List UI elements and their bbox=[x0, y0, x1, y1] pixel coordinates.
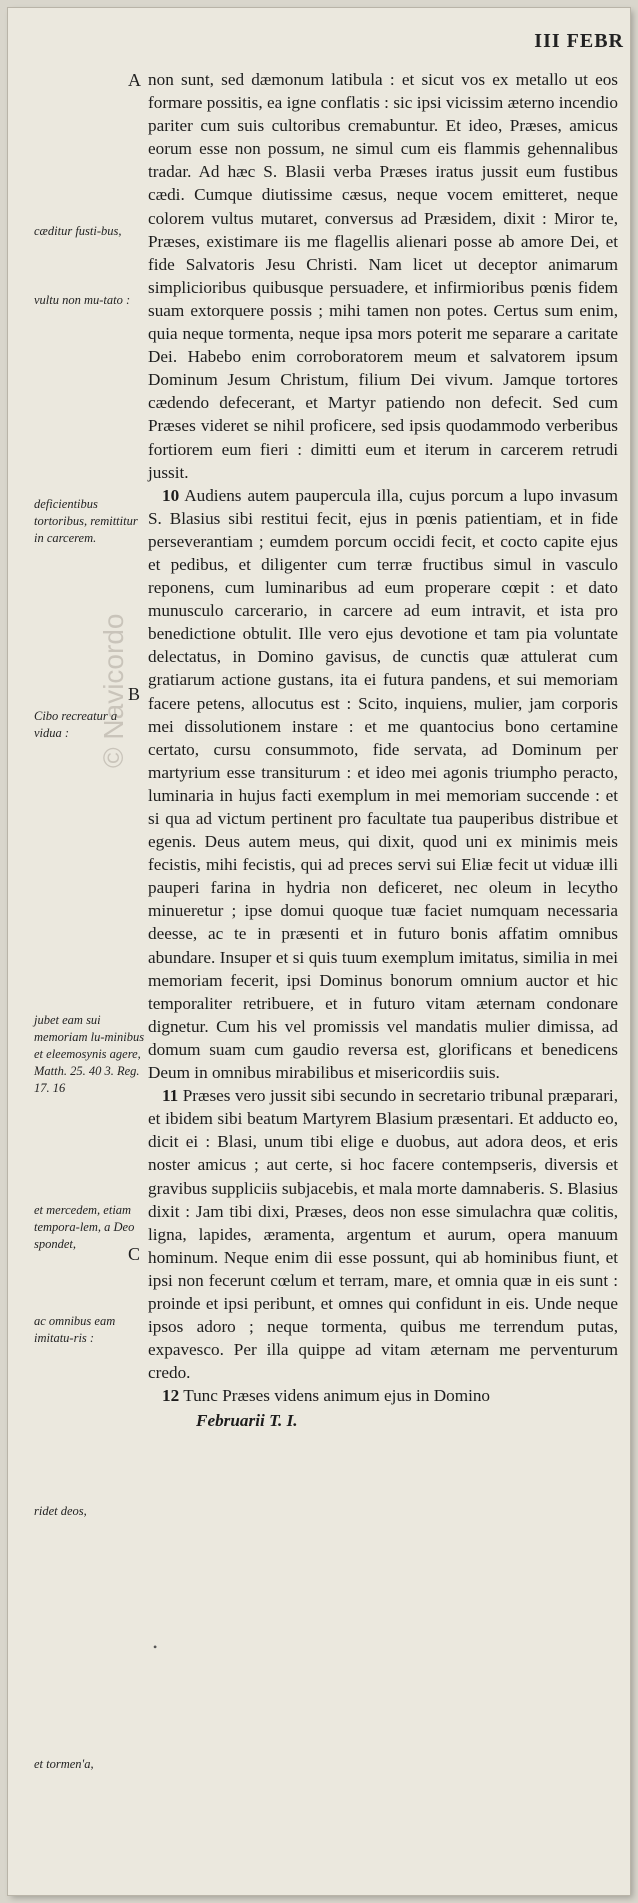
paragraph-2 bbox=[148, 484, 618, 1084]
paragraph-4-text: Tunc Præses videns animum ejus in Domino bbox=[183, 1386, 491, 1406]
paragraph-number-11: 11 bbox=[162, 1086, 179, 1106]
paragraph-3-text: Præses vero jussit sibi secundo in secretario tribunal præparari, et ibidem sibi beatum Martyrem Blasium præsentari. Et adducto eo, dicit ei : Blasi, unum tibi elige e duobus, aut adora deos, et eris noster amicus ; aut certe, si hoc facere contempseris, diversis et gravibus suppliciis subjacebis, et mala morte damnaberis. S. Blasius dixit : Jam tibi dixi, Præses, deos non esse simulachra quæ colitis, ligna, lapides, æramenta, argentum et aurum, opera manuum hominum. Neque enim dii esse possunt, qui ab hominibus fiunt, et ipsi non fecerunt cœlum et terram, mare, et omnia quæ in eis sunt : proinde et ipsi peribunt, et omnes qui confidunt in eis. Unde neque ipsos adoro ; neque tormenta, quibus me terrendum putas, expavesco. Per illa quippe ad vitam æternam me perventurum credo. bbox=[148, 1086, 618, 1383]
watermark: © Navicordo bbox=[98, 613, 129, 768]
running-header: III FEBR bbox=[534, 30, 624, 52]
side-note-7: ac omnibus eam imitatu-ris : bbox=[34, 1314, 116, 1345]
side-note-6: et mercedem, etiam tempora-lem, a Deo spondet, bbox=[34, 1203, 135, 1251]
paragraph-4 bbox=[148, 1384, 618, 1407]
side-note-4: Cibo recreatur a vidua : bbox=[34, 709, 118, 740]
side-note-5: jubet eam sui memoriam lu-minibus et eleemosynis agere, Matth. 25. 40 3. Reg. 17. 16 bbox=[34, 1013, 145, 1095]
paragraph-1: non sunt, sed dæmonum latibula : et sicut vos ex metallo ut eos formare possitis, ea igne conflatis : sic ipsi vicissim æterno incendio pariter cum suis cultoribus cremabuntur. Et ideo, Præses, amicus eorum esse non possum, ne simul cum eis flammis gehennalibus tradar. Ad hæc S. Blasii verba Præses iratus jussit eum fustibus cædi. Cumque diutissime cæsus, neque vocem emitteret, neque colorem vultus mutaret, conversus ad Præsidem, dixit : Miror te, Præses, existimare iis me flagellis alienari posse ab amore Dei, et fide Salvatoris Jesu Christi. Nam licet ut deceptor animarum simplicioribus quibusque persuadere, et infirmioribus pœnis fidem suam extorquere possis ; mihi tamen non potes. Certus sum enim, quia neque tormenta, neque ipsa mors poterit me separare a caritate Dei. Habebo enim corroboratorem meum et salvatorem ipsum Dominum Jesum Christum, filium Dei vivum. Jamque tortores cædendo defecerant, et Martyr patiendo non defecit. Sed cum Præses videret se nihil proficere, sed ipsis quodammodo verberibus fortiorem eum fieri : dimitti eum et iterum in carcerem retrudi jussit. bbox=[148, 70, 618, 482]
paragraph-number-10: 10 bbox=[162, 485, 180, 505]
paragraph-3 bbox=[148, 1084, 618, 1384]
margin-letter-c: C bbox=[128, 1244, 141, 1264]
signature-line: Februarii T. I. bbox=[196, 1411, 298, 1431]
side-note-8: ridet deos, bbox=[34, 1504, 87, 1518]
bullet-mark: • bbox=[153, 1640, 158, 1654]
paragraph-number-12: 12 bbox=[162, 1386, 180, 1406]
side-note-1: cæditur fusti-bus, bbox=[34, 224, 122, 238]
side-note-2: vultu non mu-tato : bbox=[34, 293, 131, 307]
margin-letter-a: A bbox=[128, 70, 141, 90]
side-note-3: deficientibus tortoribus, remittitur in carcerem. bbox=[34, 497, 138, 545]
paragraph-2-text: Audiens autem paupercula illa, cujus porcum a lupo invasum S. Blasius sibi restitui fecit, ejus in pœnis patientiam, et in fide perseverantiam ; eumdem porcum occidi fecit, et cocto capite ejus et pedibus, et diligenter cum terræ fructibus simul in vasculo reponens, cum luminaribus ad eum properare cœpit : et dato munusculo carcerario, in carcere ad eum intravit, et ista pro benedictione obtulit. Ille vero ejus devotione et tam pia voluntate delectatus, in Domino gavisus, de cunctis quæ attulerat cum gratiarum actione gustans, ita ei futura pandens, et sui memoriam facere petens, allocutus est : Scito, inquiens, mulier, jam corporis mei dissolutionem instare : et me quantocius bono certamine certato, cursu consummoto, fide servata, ad Dominum per martyrium esse transiturum : et ideo mei agonis triumpho peracto, luminaria in hujus facti exemplum in mei memoriam succende : et si qua ad victum pertinent pro facultate tua pauperibus distribue et egenis. Deus autem meus, qui dixit, quod uni ex minimis meis fecistis, mihi fecistis, qui ad preces servi sui Eliæ fecit ut viduæ illi pauperi farina in hydria non deficeret, nec oleum in lecytho minueretur ; ipse domui quoque tuæ faciet numquam necessaria deesse, ac te in præsenti et in futuro bonis affatim omnibus abundare. Insuper et si quis tuum exemplum imitatus, similia in mei memoriam fecerit, ipsi Dominus bonorum omnium auctor et hic temporaliter retribuere, et in futuro vitam æternam condonare dignetur. Cum his vel promissis vel mandatis mulier dimissa, ad domum suam cum gaudio reversa est, glorificans et benedicens Deum in omnibus mirabilibus et misericordiis suis. bbox=[148, 485, 618, 1083]
main-text bbox=[148, 68, 618, 1433]
margin-letter-b: B bbox=[128, 684, 141, 704]
book-page bbox=[8, 8, 630, 1895]
side-note-9: et tormen'a, bbox=[34, 1757, 94, 1771]
